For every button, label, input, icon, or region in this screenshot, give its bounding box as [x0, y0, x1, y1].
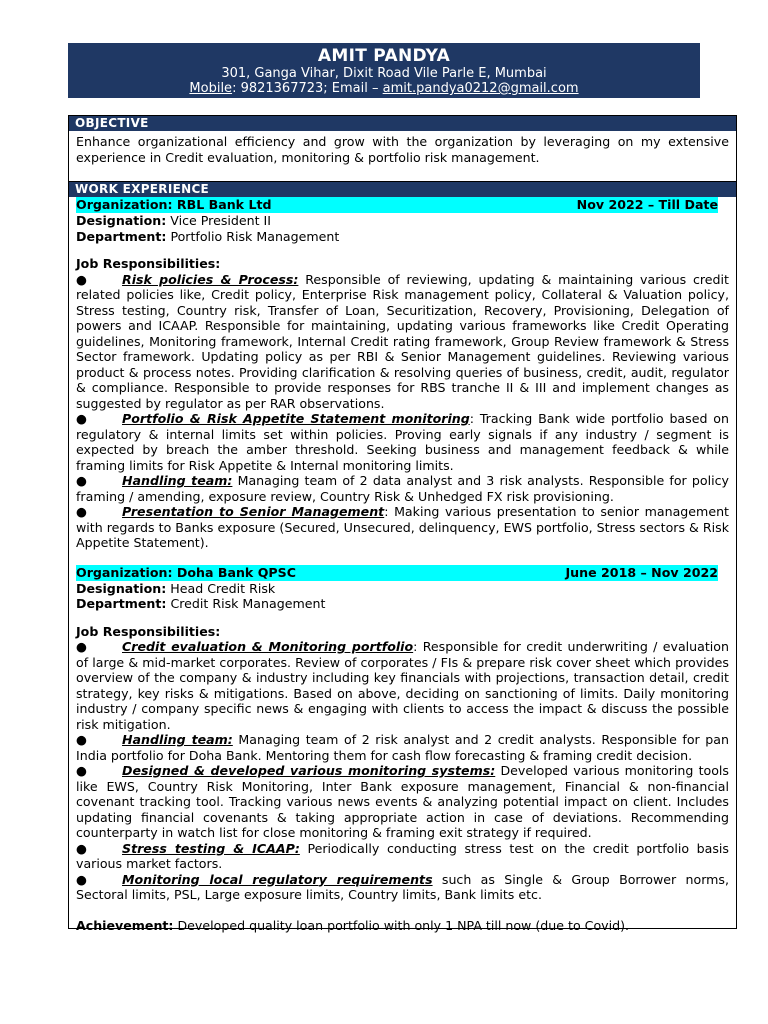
- bullet-text: Periodically conducting stress test on the credit portfolio basis various market factors.: [76, 840, 729, 871]
- list-item: [76, 841, 729, 872]
- bullet-text: such as Single & Group Borrower norms, Sectoral limits, PSL, Large exposure limits, Country limits, Bank limits etc.: [76, 871, 729, 902]
- department-value: Credit Risk Management: [166, 596, 326, 611]
- list-item: [76, 411, 729, 473]
- job-organization: Organization: Doha Bank QPSC: [76, 564, 296, 580]
- job-details: [69, 581, 736, 934]
- job-dates: Nov 2022 – Till Date: [576, 197, 718, 212]
- job-organization: Organization: RBL Bank Ltd: [76, 197, 272, 212]
- work-experience-title: WORK EXPERIENCE: [69, 182, 736, 197]
- work-experience-section: [68, 181, 737, 933]
- designation-value: Vice President II: [166, 213, 271, 228]
- candidate-address: 301, Ganga Vihar, Dixit Road Vile Parle E, Mumbai: [221, 66, 547, 81]
- bullet-heading: Handling team:: [122, 473, 233, 488]
- objective-section: [68, 115, 737, 182]
- bullet-icon: ●: [76, 763, 87, 778]
- department-label: Department:: [76, 596, 167, 611]
- bullet-icon: ●: [76, 411, 87, 426]
- designation-label: Designation:: [76, 213, 167, 228]
- bullet-icon: ●: [76, 732, 87, 747]
- objective-text: Enhance organizational efficiency and grow with the organization by leveraging on my extensive experience in Credit evaluation, monitoring & portfolio risk management.: [76, 134, 729, 165]
- achievement-text: Developed quality loan portfolio with only 1 NPA till now (due to Covid).: [173, 917, 630, 933]
- resume-header: [68, 43, 700, 98]
- bullet-text: : Responsible for credit underwriting / evaluation of large & mid-market corporates. Review of corporates / FIs & prepare risk cover sheet which provides overview of the company & industry including key financials with projections, transaction detail, credit strategy, key risks & mitigations. Based on above, deciding on sanctioning of limits. Daily monitoring industry / company specific news & engaging with clients to access the impact & discuss the possible risk mitigation.: [76, 639, 729, 732]
- bullet-icon: ●: [76, 271, 87, 287]
- achievement-label: Achievement:: [76, 917, 174, 933]
- designation-value: Head Credit Risk: [166, 580, 276, 596]
- bullet-icon: ●: [76, 840, 87, 856]
- bullet-text: Managing team of 2 risk analyst and 2 credit analysts. Responsible for pan India portfolio for Doha Bank. Mentoring them for cash flow forecasting & framing credit decision.: [76, 732, 729, 763]
- list-item: [76, 272, 729, 412]
- bullet-icon: ●: [76, 473, 87, 488]
- bullet-heading: Portfolio & Risk Appetite Statement monitoring: [122, 411, 470, 426]
- job-org-bar: [76, 565, 718, 581]
- contact-line: [68, 81, 700, 96]
- bullet-text: Developed various monitoring tools like EWS, Country Risk Monitoring, Inter Bank exposure management, Financial & non-financial covenant tracking tool. Tracking various news events & analyzing potential impact on client. Includes updating financial covenants & taking appropriate action in case of deviations. Recommending counterparty in watch list for close monitoring & framing exit strategy if required.: [76, 763, 729, 840]
- mobile-number: : 9821367723; Email –: [232, 81, 383, 96]
- bullet-text: Managing team of 2 data analyst and 3 risk analysts. Responsible for policy framing / amending, exposure review, Country Risk & Unhedged FX risk provisioning.: [76, 473, 729, 504]
- list-item: [76, 639, 729, 732]
- achievement-line: [76, 918, 729, 934]
- bullet-icon: ●: [76, 639, 87, 654]
- email-link[interactable]: amit.pandya0212@gmail.com: [382, 81, 579, 96]
- responsibilities-label: Job Responsibilities:: [76, 256, 221, 271]
- list-item: [76, 763, 729, 841]
- list-item: [76, 473, 729, 504]
- bullet-heading: Presentation to Senior Management: [122, 504, 385, 519]
- bullet-heading: Monitoring local regulatory requirements: [122, 871, 433, 887]
- objective-title: OBJECTIVE: [69, 116, 736, 131]
- job-details: [69, 213, 736, 551]
- designation-label: Designation:: [76, 580, 167, 596]
- bullet-heading: Risk policies & Process:: [122, 271, 299, 287]
- bullet-text: : Tracking Bank wide portfolio based on regulatory & internal limits set within policies. Proving early signals if any industry / segment is expected by breach the amber threshold. Seeking business and management feedback & while framing limits for Risk Appetite & Internal monitoring limits.: [76, 411, 729, 473]
- department-label: Department:: [76, 228, 167, 244]
- candidate-name: AMIT PANDYA: [317, 46, 451, 66]
- bullet-heading: Credit evaluation & Monitoring portfolio: [122, 639, 414, 654]
- responsibilities-label: Job Responsibilities:: [76, 623, 221, 639]
- list-item: [76, 504, 729, 551]
- job-dates: June 2018 – Nov 2022: [565, 564, 718, 580]
- department-value: Portfolio Risk Management: [166, 228, 340, 244]
- bullet-heading: Stress testing & ICAAP:: [122, 840, 300, 856]
- bullet-text: : Making various presentation to senior management with regards to Banks exposure (Secured, Unsecured, delinquency, EWS portfolio, Stress sectors & Risk Appetite Statement).: [76, 504, 729, 550]
- bullet-icon: ●: [76, 871, 87, 887]
- job-org-bar: [76, 197, 718, 213]
- list-item: [76, 872, 729, 903]
- list-item: [76, 732, 729, 763]
- bullet-heading: Handling team:: [122, 732, 233, 747]
- bullet-heading: Designed & developed various monitoring systems:: [122, 763, 496, 778]
- mobile-label: Mobile: [189, 81, 233, 96]
- bullet-text: Responsible of reviewing, updating & maintaining various credit related policies like, Credit policy, Enterprise Risk management policy, Collateral & Valuation policy, Stress testing, Country risk, Transfer of Loan, Securitization, Recovery, Provisioning, Delegation of powers and ICAAP. Responsible for maintaining, updating various frameworks like Credit Operating guidelines, Monitoring framework, Internal Credit rating framework, Group Review framework & Stress Sector framework. Updating policy as per RBI & Senior Management guidelines. Reviewing various product & process notes. Providing clarification & resolving queries of business, credit, audit, regulator & compliance. Responsible to provide responses for RBS tranche II & III and implement changes as suggested by regulator as per RAR observations.: [76, 271, 729, 411]
- bullet-icon: ●: [76, 504, 87, 519]
